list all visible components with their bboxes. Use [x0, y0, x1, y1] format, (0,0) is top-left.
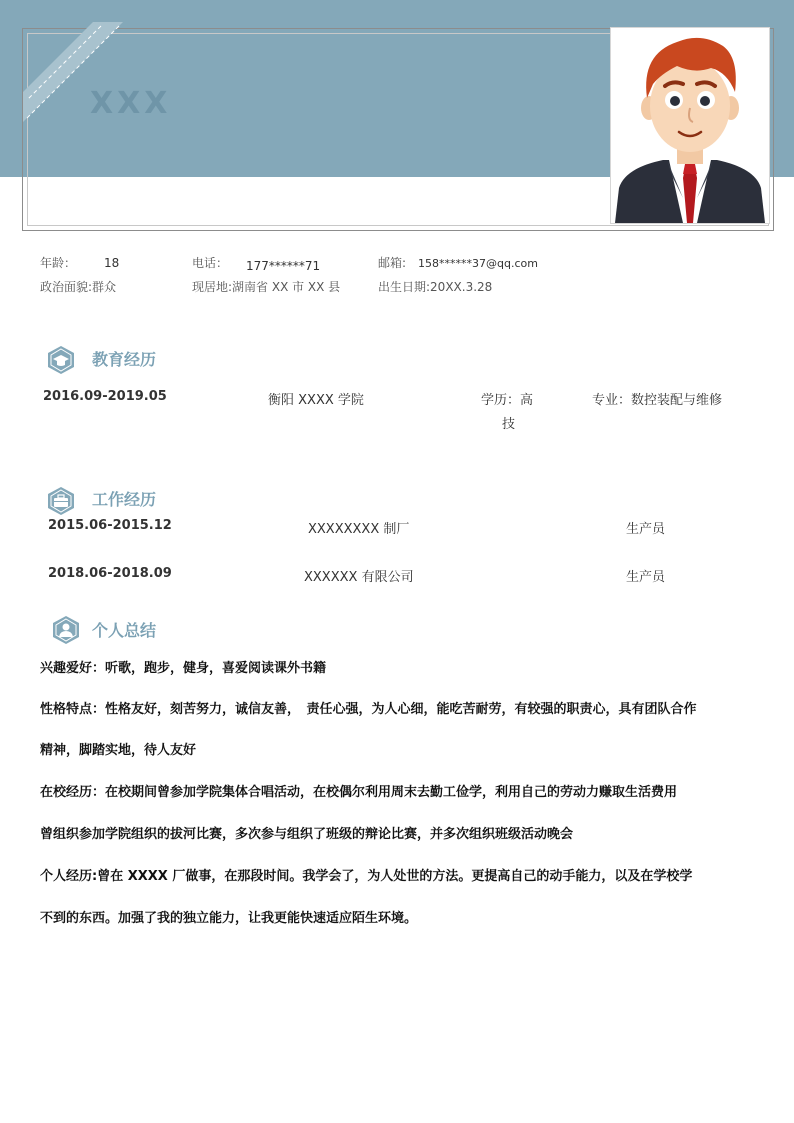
profile-photo	[610, 27, 770, 224]
email-info	[378, 254, 538, 271]
age-info	[40, 254, 119, 271]
summary-line-7: 不到的东西。加强了我的独立能力，让我更能快速适应陌生环境。	[40, 911, 418, 926]
political-status: 政治面貌:群众	[40, 280, 117, 294]
summary-line-6: 个人经历:曾在 XXXX 厂做事，在那段时间。我学会了，为人处世的方法。更提高自己的动手能力，以及在学校学	[40, 869, 693, 884]
summary-line-1: 兴趣爱好：听歌，跑步，健身，喜爱阅读课外书籍	[40, 661, 327, 676]
education-period: 2016.09-2019.05	[43, 389, 167, 404]
summary-title: 个人总结	[92, 621, 157, 640]
graduation-cap-icon	[47, 345, 75, 375]
birth-date: 出生日期:20XX.3.28	[378, 280, 493, 294]
avatar-illustration	[611, 28, 769, 223]
education-degree-line2: 技	[502, 417, 516, 432]
age-label: 年龄：	[40, 256, 77, 270]
summary-line-2: 性格特点：性格友好，刻苦努力，诚信友善， 责任心强，为人心细，能吃苦耐劳，有较强的职责心，具有团队合作	[40, 702, 697, 717]
work-period-1: 2015.06-2015.12	[48, 518, 172, 533]
work-role-1: 生产员	[626, 522, 666, 537]
work-company-1: XXXXXXXX 制厂	[308, 522, 410, 537]
work-role-2: 生产员	[626, 570, 666, 585]
person-icon	[52, 615, 80, 645]
summary-line-4: 在校经历：在校期间曾参加学院集体合唱活动，在校偶尔利用周末去勤工俭学，利用自己的劳动力赚取生活费用	[40, 785, 678, 800]
age-value: 18	[104, 256, 120, 270]
email-value: 158******37@qq.com	[418, 257, 538, 270]
summary-line-3: 精神，脚踏实地，待人友好	[40, 743, 197, 758]
education-degree-line1: 学历：高	[481, 393, 534, 408]
phone-info	[192, 254, 320, 271]
phone-value: 177******71	[246, 259, 321, 273]
residence: 现居地:湖南省 XX 市 XX 县	[192, 280, 341, 294]
briefcase-icon	[47, 486, 75, 516]
work-company-2: XXXXXX 有限公司	[304, 570, 414, 585]
work-period-2: 2018.06-2018.09	[48, 566, 172, 581]
summary-line-5: 曾组织参加学院组织的拔河比赛，多次参与组织了班级的辩论比赛，并多次组织班级活动晚会	[40, 827, 574, 842]
education-major: 专业：数控装配与维修	[592, 393, 723, 408]
email-label: 邮箱:	[378, 256, 407, 270]
candidate-name: XXX	[90, 86, 172, 121]
education-school: 衡阳 XXXX 学院	[268, 393, 364, 408]
phone-label: 电话：	[192, 256, 229, 270]
education-title: 教育经历	[92, 350, 157, 369]
work-title: 工作经历	[92, 490, 157, 509]
